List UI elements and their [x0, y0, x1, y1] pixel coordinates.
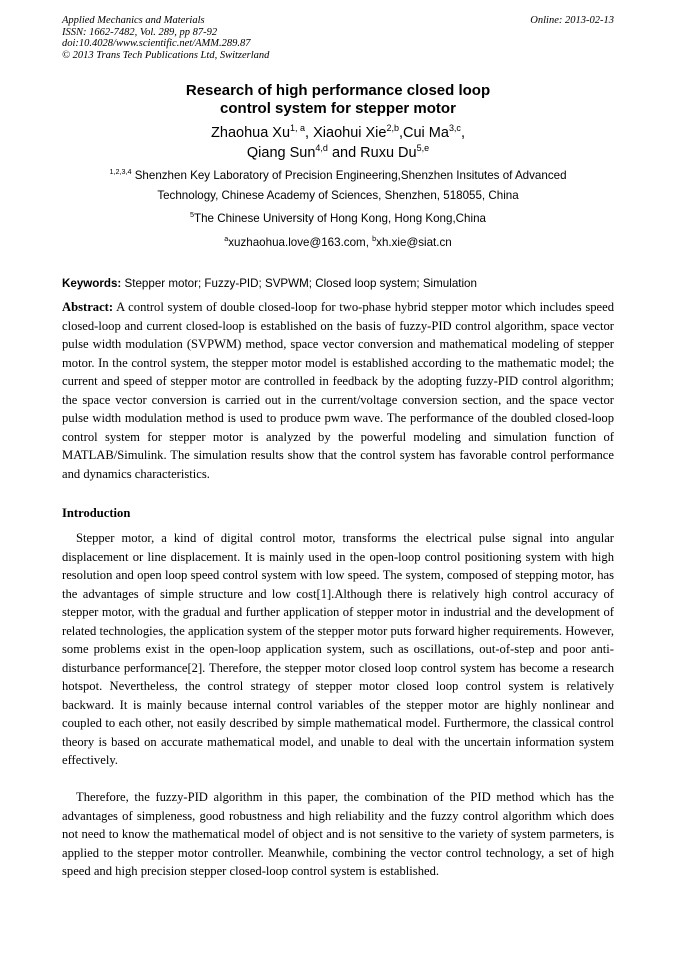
author-sup: 1, a [290, 123, 306, 134]
keywords-label: Keywords: [62, 277, 122, 290]
affiliation-1-line-1 [62, 166, 614, 186]
email-a-sup: a [224, 234, 229, 244]
affiliation-1-sup: 1,2,3,4 [109, 167, 132, 177]
email-b[interactable]: xh.xie@siat.cn [376, 236, 452, 249]
affiliation-2-sup: 5 [190, 210, 195, 220]
author-sup: 3,c [448, 123, 461, 134]
copyright-line: © 2013 Trans Tech Publications Ltd, Switzerland [62, 49, 270, 61]
author-sup: 5,e [416, 142, 430, 153]
online-date: Online: 2013-02-13 [530, 15, 614, 26]
author-name: Qiang Sun [246, 144, 316, 161]
affiliation-2 [62, 209, 614, 229]
keywords-line [62, 277, 614, 291]
email-a[interactable]: xuzhaohua.love@163.com, [228, 236, 369, 249]
doi-line[interactable]: doi:10.4028/www.scientific.net/AMM.289.87 [62, 38, 251, 50]
email-b-sup: b [372, 234, 377, 244]
author-name: Ruxu Du [360, 144, 417, 161]
author-line-2: Qiang Sun$^{4,d}$ and Ruxu Du$^{5,e}$ [246, 142, 430, 161]
title-line-1: Research of high performance closed loop [185, 82, 491, 99]
author-sup: 2,b [386, 123, 399, 134]
journal-header [62, 15, 614, 61]
keywords-text: Stepper motor; Fuzzy-PID; SVPWM; Closed loop system; Simulation [124, 277, 477, 290]
affiliation-2-text: The Chinese University of Hong Kong, Hong Kong,China [194, 212, 486, 225]
abstract-text: A control system of double closed-loop for two-phase hybrid stepper motor which includes speed closed-loop and current closed-loop is established on the basis of fuzzy-PID control algorithm, space vector pulse width modulation (SVPWM) method, space vector conversion and mathematical modeling of stepper motor. In the control system, the stepper motor model is established according to the mathematic model; the current and speed of stepper motor are controlled in feedback by the adopting fuzzy-PID control algorithm; the space vector conversion is carried out in the current/voltage conversion section, and the space vector pulse width modulation method is used to produce pwm wave. The performance of the doubled closed-loop control system for stepper motor is analyzed by the powerful modeling and simulation function of MATLAB/Simulink. The simulation results show that the control system has favorable control performance and dynamics characteristics. [62, 300, 614, 481]
abstract-paragraph [62, 298, 614, 483]
abstract-label: Abstract: [62, 300, 114, 314]
author-list [62, 124, 614, 163]
affiliation-1 [62, 166, 614, 205]
issn-line: ISSN: 1662-7482, Vol. 289, pp 87-92 [62, 26, 218, 38]
email-line [62, 233, 614, 253]
author-sup: 4,d [315, 142, 328, 153]
affiliation-1-line-2: Technology, Chinese Academy of Sciences, Shenzhen, 518055, China [157, 188, 519, 202]
affiliation-1-text-1: Shenzhen Key Laboratory of Precision Engineering,Shenzhen Insitutes of Advanced [134, 169, 567, 182]
journal-name: Applied Mechanics and Materials [62, 15, 205, 26]
author-line-1: Zhaohua Xu$^{1, a}$, Xiaohui Xie$^{2,b}$,Cui Ma$^{3,c}$, [211, 123, 465, 141]
introduction-heading: Introduction [62, 506, 131, 520]
title-line-2: control system for stepper motor [220, 100, 456, 117]
author-name: Zhaohua Xu [211, 125, 291, 141]
paper-title [62, 82, 614, 118]
introduction-paragraph-2: Therefore, the fuzzy-PID algorithm in this paper, the combination of the PID method which has the advantages of simpleness, good robustness and high reliability and the fuzzy control algorithm which does not need to know the mathematical model of object and is not sensitive to the variety of system parmeters, is applied to the stepper motor controller. Meanwhile, combining the vector control technology, a set of high speed and high precision stepper closed-loop control system is established. [62, 790, 614, 878]
author-name: Xiaohui Xie [313, 125, 387, 141]
author-name: Cui Ma [403, 125, 449, 141]
introduction-paragraph-1: Stepper motor, a kind of digital control motor, transforms the electrical pulse signal into angular displacement or line displacement. It is mainly used in the open-loop control positioning system with high resolution and open loop speed control system with low speed. The system, composed of stepping motor, has the advantages of simple structure and low cost[1].Although there is relatively high control accuracy of stepper motor, with the gradual and further application of stepper motor in industrial and the development of related technologies, the application system of the stepper motor puts forward higher requirements. However, some problems exist in the open-loop application system, such as oscillations, out-of-step and poor anti-disturbance performance[2]. Therefore, the stepper motor closed loop control system has become a research hotspot. Nevertheless, the control strategy of stepper motor closed loop control system is relatively backward. It is mainly because internal control variables of the stepper motor are highly nonlinear and coupled to each other, not easily described by simple mathematical model. Furthermore, the classical control theory is based on accurate mathematical model, and unable to deal with the uncertain information system effectively. [62, 531, 614, 767]
